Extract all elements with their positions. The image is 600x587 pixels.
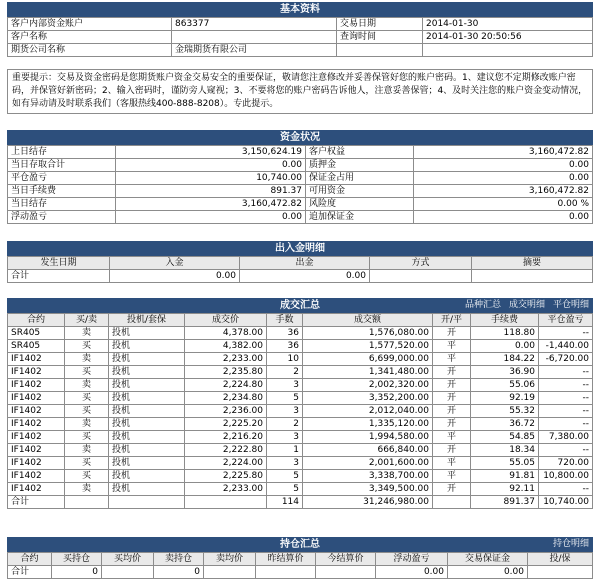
basic-info-value: 863377 bbox=[172, 18, 337, 31]
trades-cell: 2,233.00 bbox=[185, 353, 267, 366]
funds-label: 追加保证金 bbox=[306, 211, 414, 224]
basic-info-label: 客户内部资金账户 bbox=[8, 18, 172, 31]
trades-cell: 2,236.00 bbox=[185, 405, 267, 418]
trades-cell: 平 bbox=[433, 353, 471, 366]
positions-total-row bbox=[8, 566, 593, 579]
trades-cell: 投机 bbox=[109, 353, 185, 366]
trades-cell: 买 bbox=[65, 340, 109, 353]
trades-header: 开/平 bbox=[433, 314, 471, 327]
table-row bbox=[8, 340, 593, 353]
trades-total-cell: 10,740.00 bbox=[539, 496, 593, 509]
trades-cell: 1,341,480.00 bbox=[303, 366, 433, 379]
trades-cell: 10,800.00 bbox=[539, 470, 593, 483]
trades-cell: 投机 bbox=[109, 457, 185, 470]
trades-cell: 卖 bbox=[65, 353, 109, 366]
positions-header: 合约 bbox=[8, 553, 52, 566]
funds-label: 当日手续费 bbox=[8, 185, 116, 198]
inout-header: 方式 bbox=[370, 257, 472, 270]
funds-label: 当日结存 bbox=[8, 198, 116, 211]
inout-total-row bbox=[8, 270, 593, 283]
table-row bbox=[8, 483, 593, 496]
trades-cell: 买 bbox=[65, 431, 109, 444]
funds-row bbox=[8, 198, 593, 211]
funds-value: 0.00 bbox=[116, 159, 306, 172]
positions-total-cell bbox=[316, 566, 376, 579]
funds-label: 可用资金 bbox=[306, 185, 414, 198]
positions-link-0[interactable]: 持仓明细 bbox=[552, 539, 589, 549]
trades-cell: 卖 bbox=[65, 444, 109, 457]
table-row bbox=[8, 444, 593, 457]
trades-total-cell bbox=[185, 496, 267, 509]
trades-cell: 平 bbox=[433, 431, 471, 444]
trades-cell: 55.32 bbox=[471, 405, 539, 418]
trades-cell: -- bbox=[539, 405, 593, 418]
funds-label: 当日存取合计 bbox=[8, 159, 116, 172]
trades-cell: -- bbox=[539, 379, 593, 392]
trades-cell: 54.85 bbox=[471, 431, 539, 444]
trades-cell: 5 bbox=[267, 392, 303, 405]
funds-value: 0.00 % bbox=[414, 198, 593, 211]
funds-row bbox=[8, 146, 593, 159]
trades-total-row bbox=[8, 496, 593, 509]
basic-info-table bbox=[7, 17, 593, 57]
positions-header: 卖均价 bbox=[204, 553, 256, 566]
trades-cell: 开 bbox=[433, 327, 471, 340]
inout-table bbox=[7, 256, 593, 283]
trades-cell: 118.80 bbox=[471, 327, 539, 340]
trades-cell: IF1402 bbox=[8, 405, 65, 418]
inout-header-row bbox=[8, 257, 593, 270]
inout-header: 出金 bbox=[240, 257, 370, 270]
trades-cell: 开 bbox=[433, 405, 471, 418]
positions-header: 卖持仓 bbox=[154, 553, 204, 566]
trades-cell: 3 bbox=[267, 431, 303, 444]
trades-cell: 2,012,040.00 bbox=[303, 405, 433, 418]
trades-cell: 36 bbox=[267, 340, 303, 353]
trades-cell: 投机 bbox=[109, 418, 185, 431]
trades-cell: 92.11 bbox=[471, 483, 539, 496]
notice-section bbox=[7, 69, 593, 114]
inout-total-cell bbox=[370, 270, 472, 283]
trades-cell: -- bbox=[539, 483, 593, 496]
trades-link-0[interactable]: 品种汇总 bbox=[464, 300, 501, 310]
trades-cell: 91.81 bbox=[471, 470, 539, 483]
trades-cell: 36 bbox=[267, 327, 303, 340]
trades-cell: 2,224.80 bbox=[185, 379, 267, 392]
trades-header: 成交价 bbox=[185, 314, 267, 327]
trades-cell: 投机 bbox=[109, 379, 185, 392]
table-row bbox=[8, 431, 593, 444]
funds-label: 浮动盈亏 bbox=[8, 211, 116, 224]
funds-value: 3,160,472.82 bbox=[414, 185, 593, 198]
table-row bbox=[8, 379, 593, 392]
positions-total-cell bbox=[204, 566, 256, 579]
funds-value: 3,150,624.19 bbox=[116, 146, 306, 159]
funds-section bbox=[7, 130, 593, 224]
trades-cell: 3,349,500.00 bbox=[303, 483, 433, 496]
trades-cell: 1,576,080.00 bbox=[303, 327, 433, 340]
positions-header: 浮动盈亏 bbox=[376, 553, 448, 566]
funds-row bbox=[8, 185, 593, 198]
funds-value: 891.37 bbox=[116, 185, 306, 198]
trades-total-cell: 114 bbox=[267, 496, 303, 509]
trades-cell: 开 bbox=[433, 366, 471, 379]
table-row bbox=[8, 405, 593, 418]
basic-info-row bbox=[8, 31, 593, 44]
trades-cell: 1,994,580.00 bbox=[303, 431, 433, 444]
positions-table bbox=[7, 552, 593, 579]
trades-cell: 1,577,520.00 bbox=[303, 340, 433, 353]
table-row bbox=[8, 418, 593, 431]
trades-cell: IF1402 bbox=[8, 379, 65, 392]
funds-table bbox=[7, 145, 593, 224]
funds-value: 10,740.00 bbox=[116, 172, 306, 185]
trades-cell: 2,235.80 bbox=[185, 366, 267, 379]
positions-total-cell bbox=[102, 566, 154, 579]
trades-cell: 开 bbox=[433, 444, 471, 457]
trades-cell: 2,225.80 bbox=[185, 470, 267, 483]
table-row bbox=[8, 457, 593, 470]
trades-total-cell bbox=[433, 496, 471, 509]
positions-total-cell bbox=[528, 566, 593, 579]
trades-cell: 买 bbox=[65, 470, 109, 483]
trades-header-row bbox=[8, 314, 593, 327]
inout-section bbox=[7, 241, 593, 283]
trades-header: 手数 bbox=[267, 314, 303, 327]
trades-cell: IF1402 bbox=[8, 444, 65, 457]
trades-cell: 开 bbox=[433, 483, 471, 496]
trades-cell: 92.19 bbox=[471, 392, 539, 405]
trades-cell: IF1402 bbox=[8, 353, 65, 366]
trades-cell: 0.00 bbox=[471, 340, 539, 353]
positions-header: 买均价 bbox=[102, 553, 154, 566]
funds-label: 平仓盈亏 bbox=[8, 172, 116, 185]
funds-row bbox=[8, 159, 593, 172]
trades-cell: 5 bbox=[267, 483, 303, 496]
trades-cell: 2,224.00 bbox=[185, 457, 267, 470]
trades-header: 手续费 bbox=[471, 314, 539, 327]
table-row bbox=[8, 353, 593, 366]
inout-header: 摘要 bbox=[472, 257, 593, 270]
trades-cell: 36.72 bbox=[471, 418, 539, 431]
trades-cell: 36.90 bbox=[471, 366, 539, 379]
trades-cell: 买 bbox=[65, 366, 109, 379]
table-row bbox=[8, 392, 593, 405]
inout-header: 发生日期 bbox=[8, 257, 110, 270]
trades-cell: 3,352,200.00 bbox=[303, 392, 433, 405]
trades-cell: 投机 bbox=[109, 392, 185, 405]
funds-label: 质押金 bbox=[306, 159, 414, 172]
inout-header: 入金 bbox=[110, 257, 240, 270]
funds-value: 0.00 bbox=[414, 172, 593, 185]
inout-title: 出入金明细 bbox=[7, 241, 593, 256]
positions-total-cell: 0 bbox=[52, 566, 102, 579]
trades-cell: -6,720.00 bbox=[539, 353, 593, 366]
funds-value: 3,160,472.82 bbox=[414, 146, 593, 159]
trades-cell: 2,225.20 bbox=[185, 418, 267, 431]
trades-cell: 卖 bbox=[65, 379, 109, 392]
trades-cell: 1 bbox=[267, 444, 303, 457]
trades-cell: 3 bbox=[267, 405, 303, 418]
trades-cell: 投机 bbox=[109, 366, 185, 379]
basic-info-value bbox=[423, 44, 593, 57]
trades-cell: 6,699,000.00 bbox=[303, 353, 433, 366]
trades-cell: 投机 bbox=[109, 483, 185, 496]
trades-cell: SR405 bbox=[8, 327, 65, 340]
trades-cell: 2,234.80 bbox=[185, 392, 267, 405]
trades-cell: 720.00 bbox=[539, 457, 593, 470]
trades-title-bar bbox=[7, 298, 593, 313]
trades-cell: 4,378.00 bbox=[185, 327, 267, 340]
funds-value: 0.00 bbox=[414, 159, 593, 172]
basic-info-value bbox=[172, 31, 337, 44]
positions-header: 昨结算价 bbox=[256, 553, 316, 566]
trades-cell: 卖 bbox=[65, 327, 109, 340]
positions-total-cell bbox=[256, 566, 316, 579]
trades-header: 投机/套保 bbox=[109, 314, 185, 327]
trades-cell: 2,001,600.00 bbox=[303, 457, 433, 470]
trades-total-cell bbox=[109, 496, 185, 509]
inout-total-cell: 0.00 bbox=[240, 270, 370, 283]
trades-cell: 7,380.00 bbox=[539, 431, 593, 444]
trades-cell: 买 bbox=[65, 457, 109, 470]
trades-cell: 平 bbox=[433, 470, 471, 483]
basic-info-value: 2014-01-30 bbox=[423, 18, 593, 31]
inout-total-cell: 合计 bbox=[8, 270, 110, 283]
trades-cell: 3 bbox=[267, 457, 303, 470]
basic-info-row bbox=[8, 18, 593, 31]
positions-total-cell: 0.00 bbox=[448, 566, 528, 579]
basic-info-label: 交易日期 bbox=[337, 18, 423, 31]
basic-info-title: 基本资料 bbox=[7, 2, 593, 17]
trades-cell: 开 bbox=[433, 379, 471, 392]
trades-header: 买/卖 bbox=[65, 314, 109, 327]
trades-cell: -- bbox=[539, 366, 593, 379]
trades-cell: IF1402 bbox=[8, 483, 65, 496]
trades-cell: 10 bbox=[267, 353, 303, 366]
trades-cell: 买 bbox=[65, 392, 109, 405]
funds-value: 3,160,472.82 bbox=[116, 198, 306, 211]
trades-links bbox=[457, 298, 589, 313]
positions-total-cell: 0 bbox=[154, 566, 204, 579]
trades-total-cell: 891.37 bbox=[471, 496, 539, 509]
trades-cell: -- bbox=[539, 327, 593, 340]
trades-cell: 2,216.20 bbox=[185, 431, 267, 444]
trades-cell: 投机 bbox=[109, 470, 185, 483]
trades-cell: 666,840.00 bbox=[303, 444, 433, 457]
trades-total-cell bbox=[65, 496, 109, 509]
basic-info-label: 期货公司名称 bbox=[8, 44, 172, 57]
positions-header: 买持仓 bbox=[52, 553, 102, 566]
trades-header: 成交额 bbox=[303, 314, 433, 327]
trades-cell: 1,335,120.00 bbox=[303, 418, 433, 431]
funds-label: 客户权益 bbox=[306, 146, 414, 159]
funds-row bbox=[8, 211, 593, 224]
trades-cell: 2,002,320.00 bbox=[303, 379, 433, 392]
funds-value: 0.00 bbox=[116, 211, 306, 224]
trades-cell: 投机 bbox=[109, 444, 185, 457]
inout-total-cell: 0.00 bbox=[110, 270, 240, 283]
basic-info-label: 查询时间 bbox=[337, 31, 423, 44]
positions-header-row bbox=[8, 553, 593, 566]
table-row bbox=[8, 327, 593, 340]
trades-cell: IF1402 bbox=[8, 470, 65, 483]
positions-section bbox=[7, 537, 593, 579]
trades-cell: IF1402 bbox=[8, 392, 65, 405]
trades-cell: 55.06 bbox=[471, 379, 539, 392]
trades-cell: 投机 bbox=[109, 327, 185, 340]
trades-cell: 3,338,700.00 bbox=[303, 470, 433, 483]
funds-value: 0.00 bbox=[414, 211, 593, 224]
funds-label: 上日结存 bbox=[8, 146, 116, 159]
trades-cell: 2,222.80 bbox=[185, 444, 267, 457]
trades-total-cell: 31,246,980.00 bbox=[303, 496, 433, 509]
table-row bbox=[8, 366, 593, 379]
trades-cell: 2 bbox=[267, 418, 303, 431]
basic-info-value: 金瑞期货有限公司 bbox=[172, 44, 337, 57]
trades-cell: 4,382.00 bbox=[185, 340, 267, 353]
funds-row bbox=[8, 172, 593, 185]
inout-total-cell bbox=[472, 270, 593, 283]
basic-info-value: 2014-01-30 20:50:56 bbox=[423, 31, 593, 44]
trades-link-1[interactable]: 成交明细 bbox=[508, 300, 545, 310]
trades-cell: 买 bbox=[65, 405, 109, 418]
trades-cell: 开 bbox=[433, 392, 471, 405]
trades-cell: 18.34 bbox=[471, 444, 539, 457]
positions-total-cell: 0.00 bbox=[376, 566, 448, 579]
trades-cell: 3 bbox=[267, 379, 303, 392]
trades-cell: IF1402 bbox=[8, 366, 65, 379]
trades-section bbox=[7, 298, 593, 509]
trades-title: 成交汇总 bbox=[280, 300, 320, 311]
trades-cell: 投机 bbox=[109, 431, 185, 444]
basic-info-label bbox=[337, 44, 423, 57]
trades-table bbox=[7, 313, 593, 509]
trades-cell: -- bbox=[539, 392, 593, 405]
positions-total-cell: 合计 bbox=[8, 566, 52, 579]
trades-total-cell: 合计 bbox=[8, 496, 65, 509]
trades-cell: 2,233.00 bbox=[185, 483, 267, 496]
trades-cell: 5 bbox=[267, 470, 303, 483]
funds-title: 资金状况 bbox=[7, 130, 593, 145]
funds-label: 风险度 bbox=[306, 198, 414, 211]
positions-header: 今结算价 bbox=[316, 553, 376, 566]
positions-header: 投/保 bbox=[528, 553, 593, 566]
trades-cell: 184.22 bbox=[471, 353, 539, 366]
basic-info-section bbox=[7, 2, 593, 57]
trades-cell: 2 bbox=[267, 366, 303, 379]
basic-info-row bbox=[8, 44, 593, 57]
trades-cell: -1,440.00 bbox=[539, 340, 593, 353]
positions-title: 持仓汇总 bbox=[280, 539, 320, 550]
positions-links bbox=[545, 537, 589, 552]
trades-cell: SR405 bbox=[8, 340, 65, 353]
security-notice: 重要提示：交易及资金密码是您期货账户资金交易安全的重要保证，敬请您注意修改并妥善保管好您的账户密码。1、建议您不定期修改账户密码，并保管好新密码；2、输入密码时，谨防旁人窥视；3、不要将您的账户密码告诉他人，注意妥善保管；4、及时关注您的账户资金变动情况，如有异动请及时联系我们（客服热线400-888-8208）。专此提示。 bbox=[7, 69, 593, 114]
trades-header: 平仓盈亏 bbox=[539, 314, 593, 327]
trades-header: 合约 bbox=[8, 314, 65, 327]
basic-info-label: 客户名称 bbox=[8, 31, 172, 44]
trades-cell: 投机 bbox=[109, 405, 185, 418]
trades-link-2[interactable]: 平仓明细 bbox=[552, 300, 589, 310]
trades-cell: 投机 bbox=[109, 340, 185, 353]
trades-cell: 55.05 bbox=[471, 457, 539, 470]
table-row bbox=[8, 470, 593, 483]
trades-cell: 平 bbox=[433, 340, 471, 353]
trades-cell: 开 bbox=[433, 418, 471, 431]
positions-title-bar bbox=[7, 537, 593, 552]
trades-cell: IF1402 bbox=[8, 418, 65, 431]
trades-cell: -- bbox=[539, 418, 593, 431]
positions-header: 交易保证金 bbox=[448, 553, 528, 566]
trades-cell: 平 bbox=[433, 457, 471, 470]
trades-cell: IF1402 bbox=[8, 457, 65, 470]
trades-cell: 卖 bbox=[65, 483, 109, 496]
trades-cell: -- bbox=[539, 444, 593, 457]
funds-label: 保证金占用 bbox=[306, 172, 414, 185]
trades-cell: 卖 bbox=[65, 418, 109, 431]
trades-cell: IF1402 bbox=[8, 431, 65, 444]
